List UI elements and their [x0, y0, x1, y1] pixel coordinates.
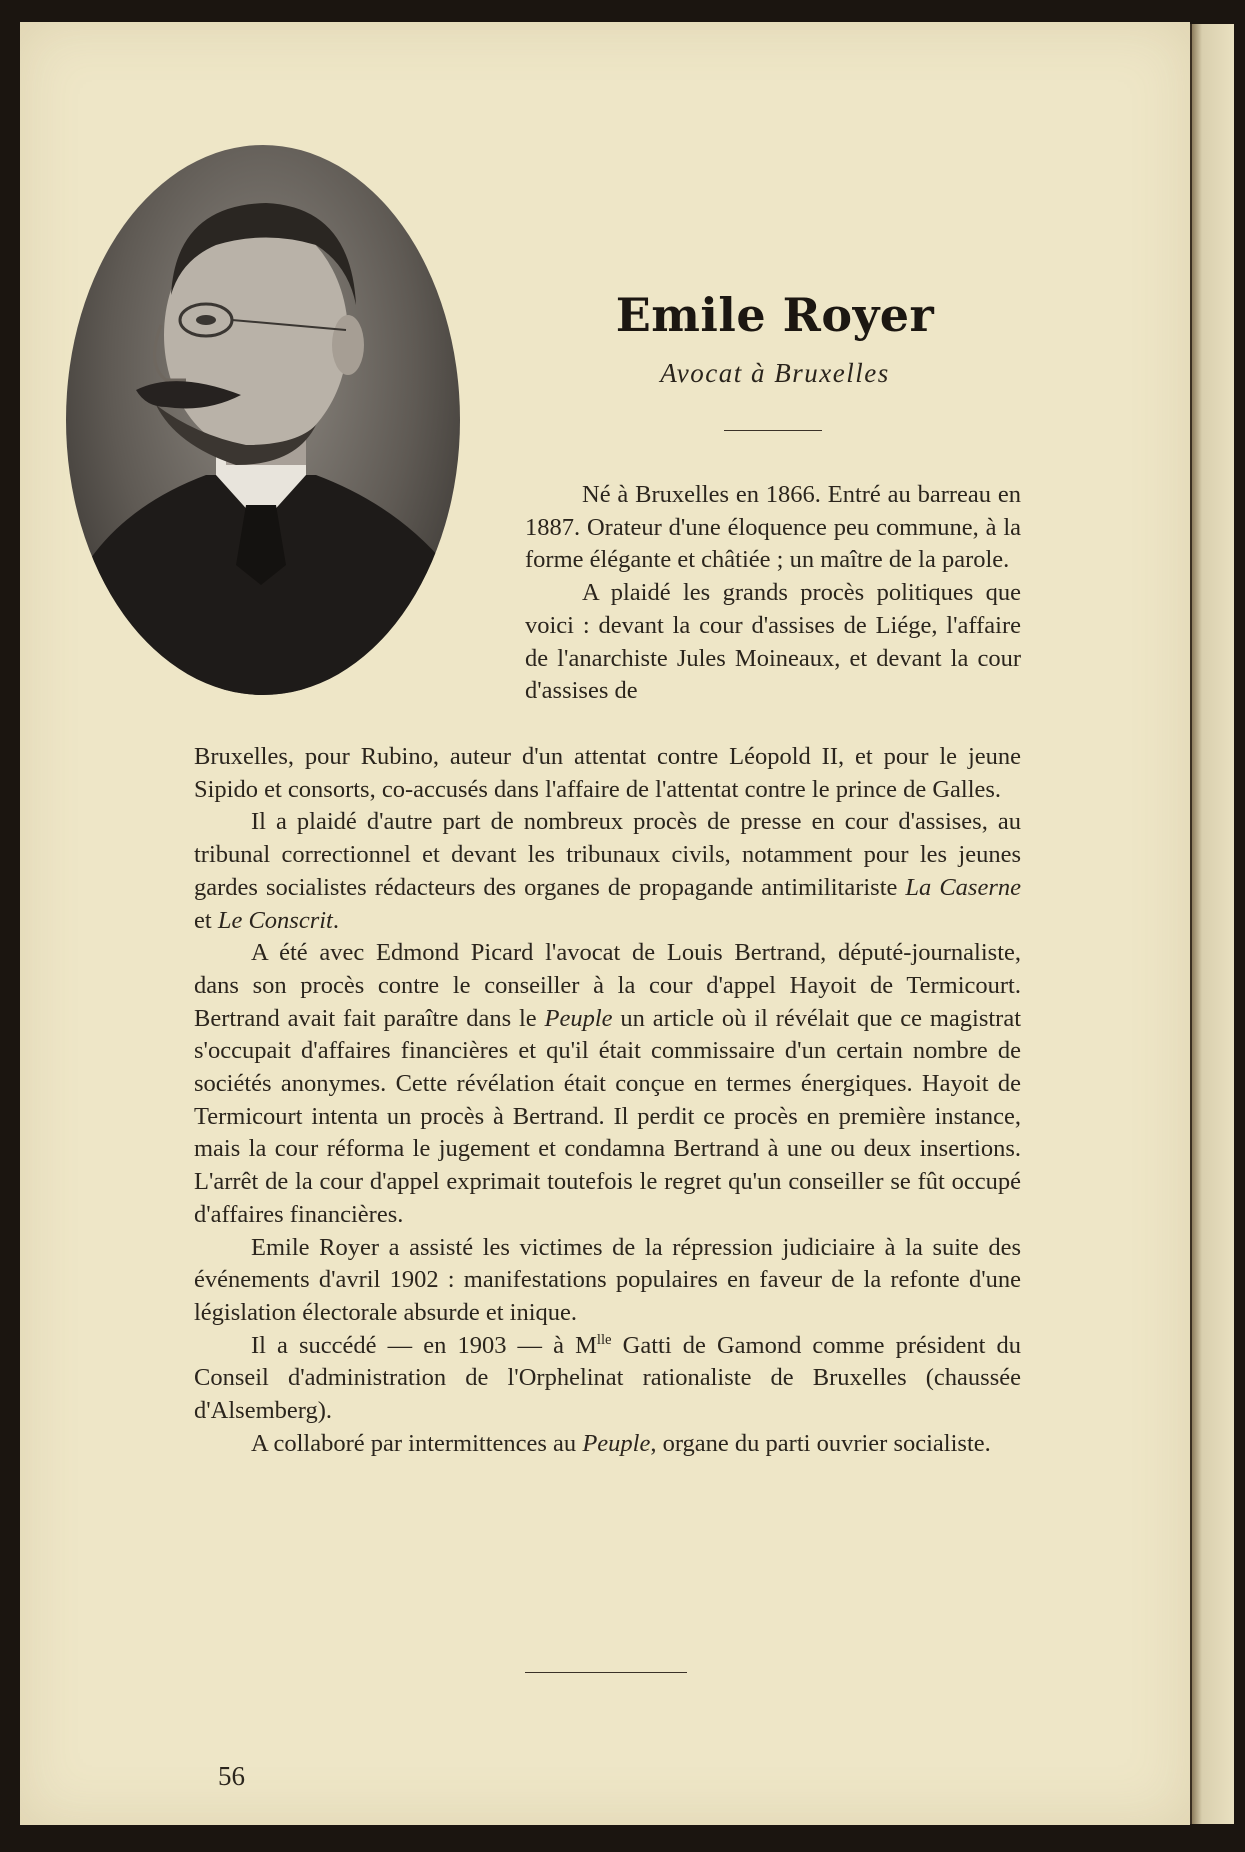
person-name-heading: Emile Royer [615, 288, 935, 342]
portrait-photo [66, 145, 460, 695]
newspaper-title: Peuple [582, 1429, 651, 1457]
paragraph-peuple-collaboration: A collaboré par intermittences au Peuple, organe du parti ouvrier socialiste. [251, 1429, 991, 1457]
paragraph-political-trials-start: A plaidé les grands procès politiques que voici : devant la cour d'assises de Liége, l'affaire de l'anarchiste Jules Moineaux, et devant la cour d'assises de [525, 579, 1021, 705]
page-number: 56 [218, 1761, 245, 1791]
adjacent-page-edge [1190, 24, 1234, 1824]
biography-text-full-width [194, 741, 1021, 1460]
end-divider [525, 1672, 687, 1673]
paragraph-orphanage: Il a succédé — en 1903 — à $M^{lle}$ Gatti de Gamond comme président du Conseil d'administration de l'Orphelinat rationaliste de Bruxelles (chaussée d'Alsemberg). [194, 1331, 1022, 1425]
title-divider [724, 430, 822, 431]
paragraph-bertrand-case: A été avec Edmond Picard l'avocat de Louis Bertrand, député-journaliste, dans son procès contre le conseiller à la cour d'appel Hayoit de Termicourt. Bertrand avait fait paraître dans le Peuple un article où il révélait que ce magistrat s'occupait d'affaires financières et qu'il était commissaire d'un certain nombre de sociétés anonymes. Cette révélation était conçue en termes énergiques. Hayoit de Termicourt intenta un procès à Bertrand. Il perdit ce procès en première instance, mais la cour réforma le jugement et condamna Bertrand à une ou deux insertions. L'arrêt de la cour d'appel exprimait toutefois le regret qu'un conseiller se fût occupé d'affaires financières. [194, 939, 1021, 1228]
paragraph-press-trials: Il a plaidé d'autre part de nombreux procès de presse en cour d'assises, au tribunal correctionnel et devant les tribunaux civils, notamment pour les jeunes gardes socialistes rédacteurs des organes de propagande antimilitariste La Caserne et Le Conscrit. [194, 808, 1021, 934]
newspaper-title: Le Conscrit [217, 906, 333, 934]
newspaper-title: La Caserne [905, 873, 1021, 901]
paragraph-political-trials-end: Bruxelles, pour Rubino, auteur d'un attentat contre Léopold II, et pour le jeune Sipido et consorts, co-accusés dans l'affaire de l'attentat contre le prince de Galles. [194, 743, 1021, 803]
biography-text-beside-portrait [525, 479, 1021, 708]
newspaper-title: Peuple [544, 1004, 613, 1032]
paragraph-birth: Né à Bruxelles en 1866. Entré au barreau en 1887. Orateur d'une éloquence peu commune, à la forme élégante et châtiée ; un maître de la parole. [525, 481, 1021, 574]
portrait-illustration [66, 145, 460, 695]
paragraph-repression-victims: Emile Royer a assisté les victimes de la répression judiciaire à la suite des événements d'avril 1902 : manifestations populaires en faveur de la refonte d'une législation électorale absurde et inique. [194, 1233, 1021, 1326]
person-role-subtitle: Avocat à Bruxelles [660, 358, 890, 388]
